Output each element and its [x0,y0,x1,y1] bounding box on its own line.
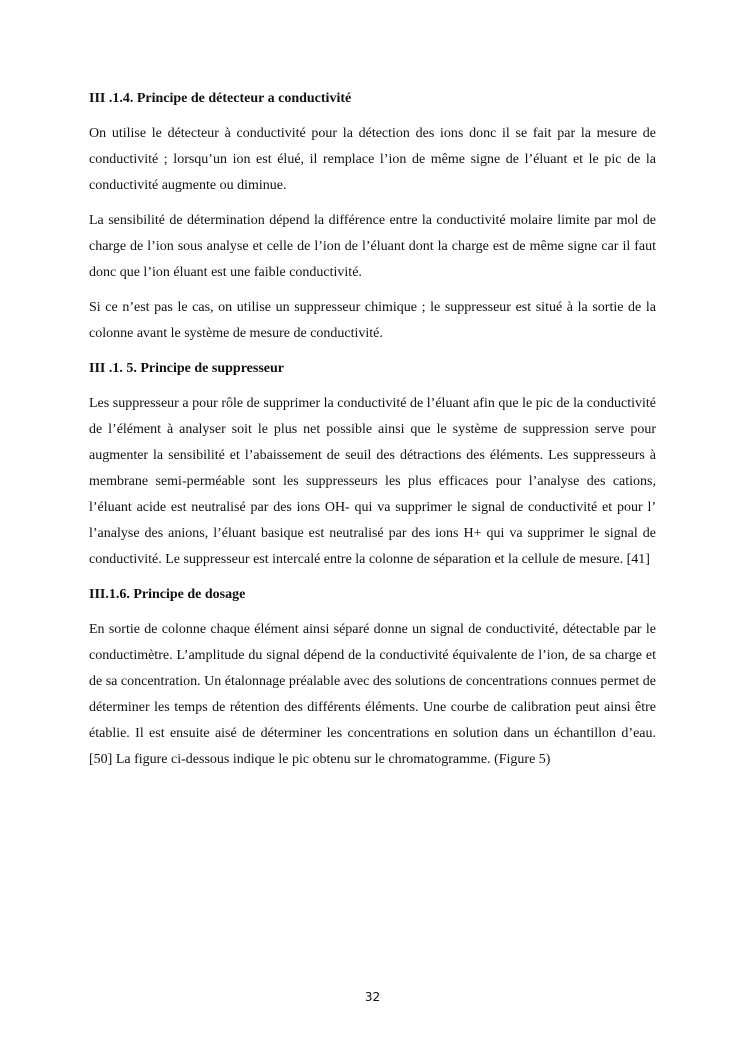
section-heading-detecteur: III .1.4. Principe de détecteur a conductivité [89,91,352,106]
paragraph: Les suppresseur a pour rôle de supprimer la conductivité de l’éluant afin que le pic de la conductivité de l’élément à analyser soit le plus net possible ainsi que le système de suppression serve pour augmenter la sensibilité et l’abaissement de seuil des détractions des éléments. Les suppresseurs à membrane semi-perméable sont les suppresseurs les plus efficaces pour l’analyse des cations, l’éluant acide est neutralisé par des ions OH- qui va supprimer le signal de conductivité et pour l’ l’analyse des anions, l’éluant basique est neutralisé par des ions H+ qui va supprimer le signal de conductivité. Le suppresseur est intercalé entre la colonne de séparation et la cellule de mesure. [41] [89,396,656,567]
paragraph: On utilise le détecteur à conductivité pour la détection des ions donc il se fait par la mesure de conductivité ; lorsqu’un ion est élué, il remplace l’ion de même signe de l’éluant et le pic de la conductivité augmente ou diminue. [89,126,656,193]
section-heading-dosage: III.1.6. Principe de dosage [89,587,246,602]
document-body [89,86,656,782]
paragraph: La sensibilité de détermination dépend la différence entre la conductivité molaire limite par mol de charge de l’ion sous analyse et celle de l’ion de l’éluant dont la charge est de même signe car il faut donc que l’ion éluant est une faible conductivité. [89,213,656,280]
paragraph: Si ce n’est pas le cas, on utilise un suppresseur chimique ; le suppresseur est situé à la sortie de la colonne avant le système de mesure de conductivité. [89,300,656,341]
section-heading-suppresseur: III .1. 5. Principe de suppresseur [89,361,284,376]
page-number: 32 [364,990,381,1004]
paragraph: En sortie de colonne chaque élément ainsi séparé donne un signal de conductivité, détectable par le conductimètre. L’amplitude du signal dépend de la conductivité équivalente de l’ion, de sa charge et de sa concentration. Un étalonnage préalable avec des solutions de concentrations connues permet de déterminer les temps de rétention des différents éléments. Une courbe de calibration peut ainsi être établie. Il est ensuite aisé de déterminer les concentrations en solution dans un échantillon d’eau. [50] La figure ci-dessous indique le pic obtenu sur le chromatogramme. (Figure 5) [89,622,656,767]
